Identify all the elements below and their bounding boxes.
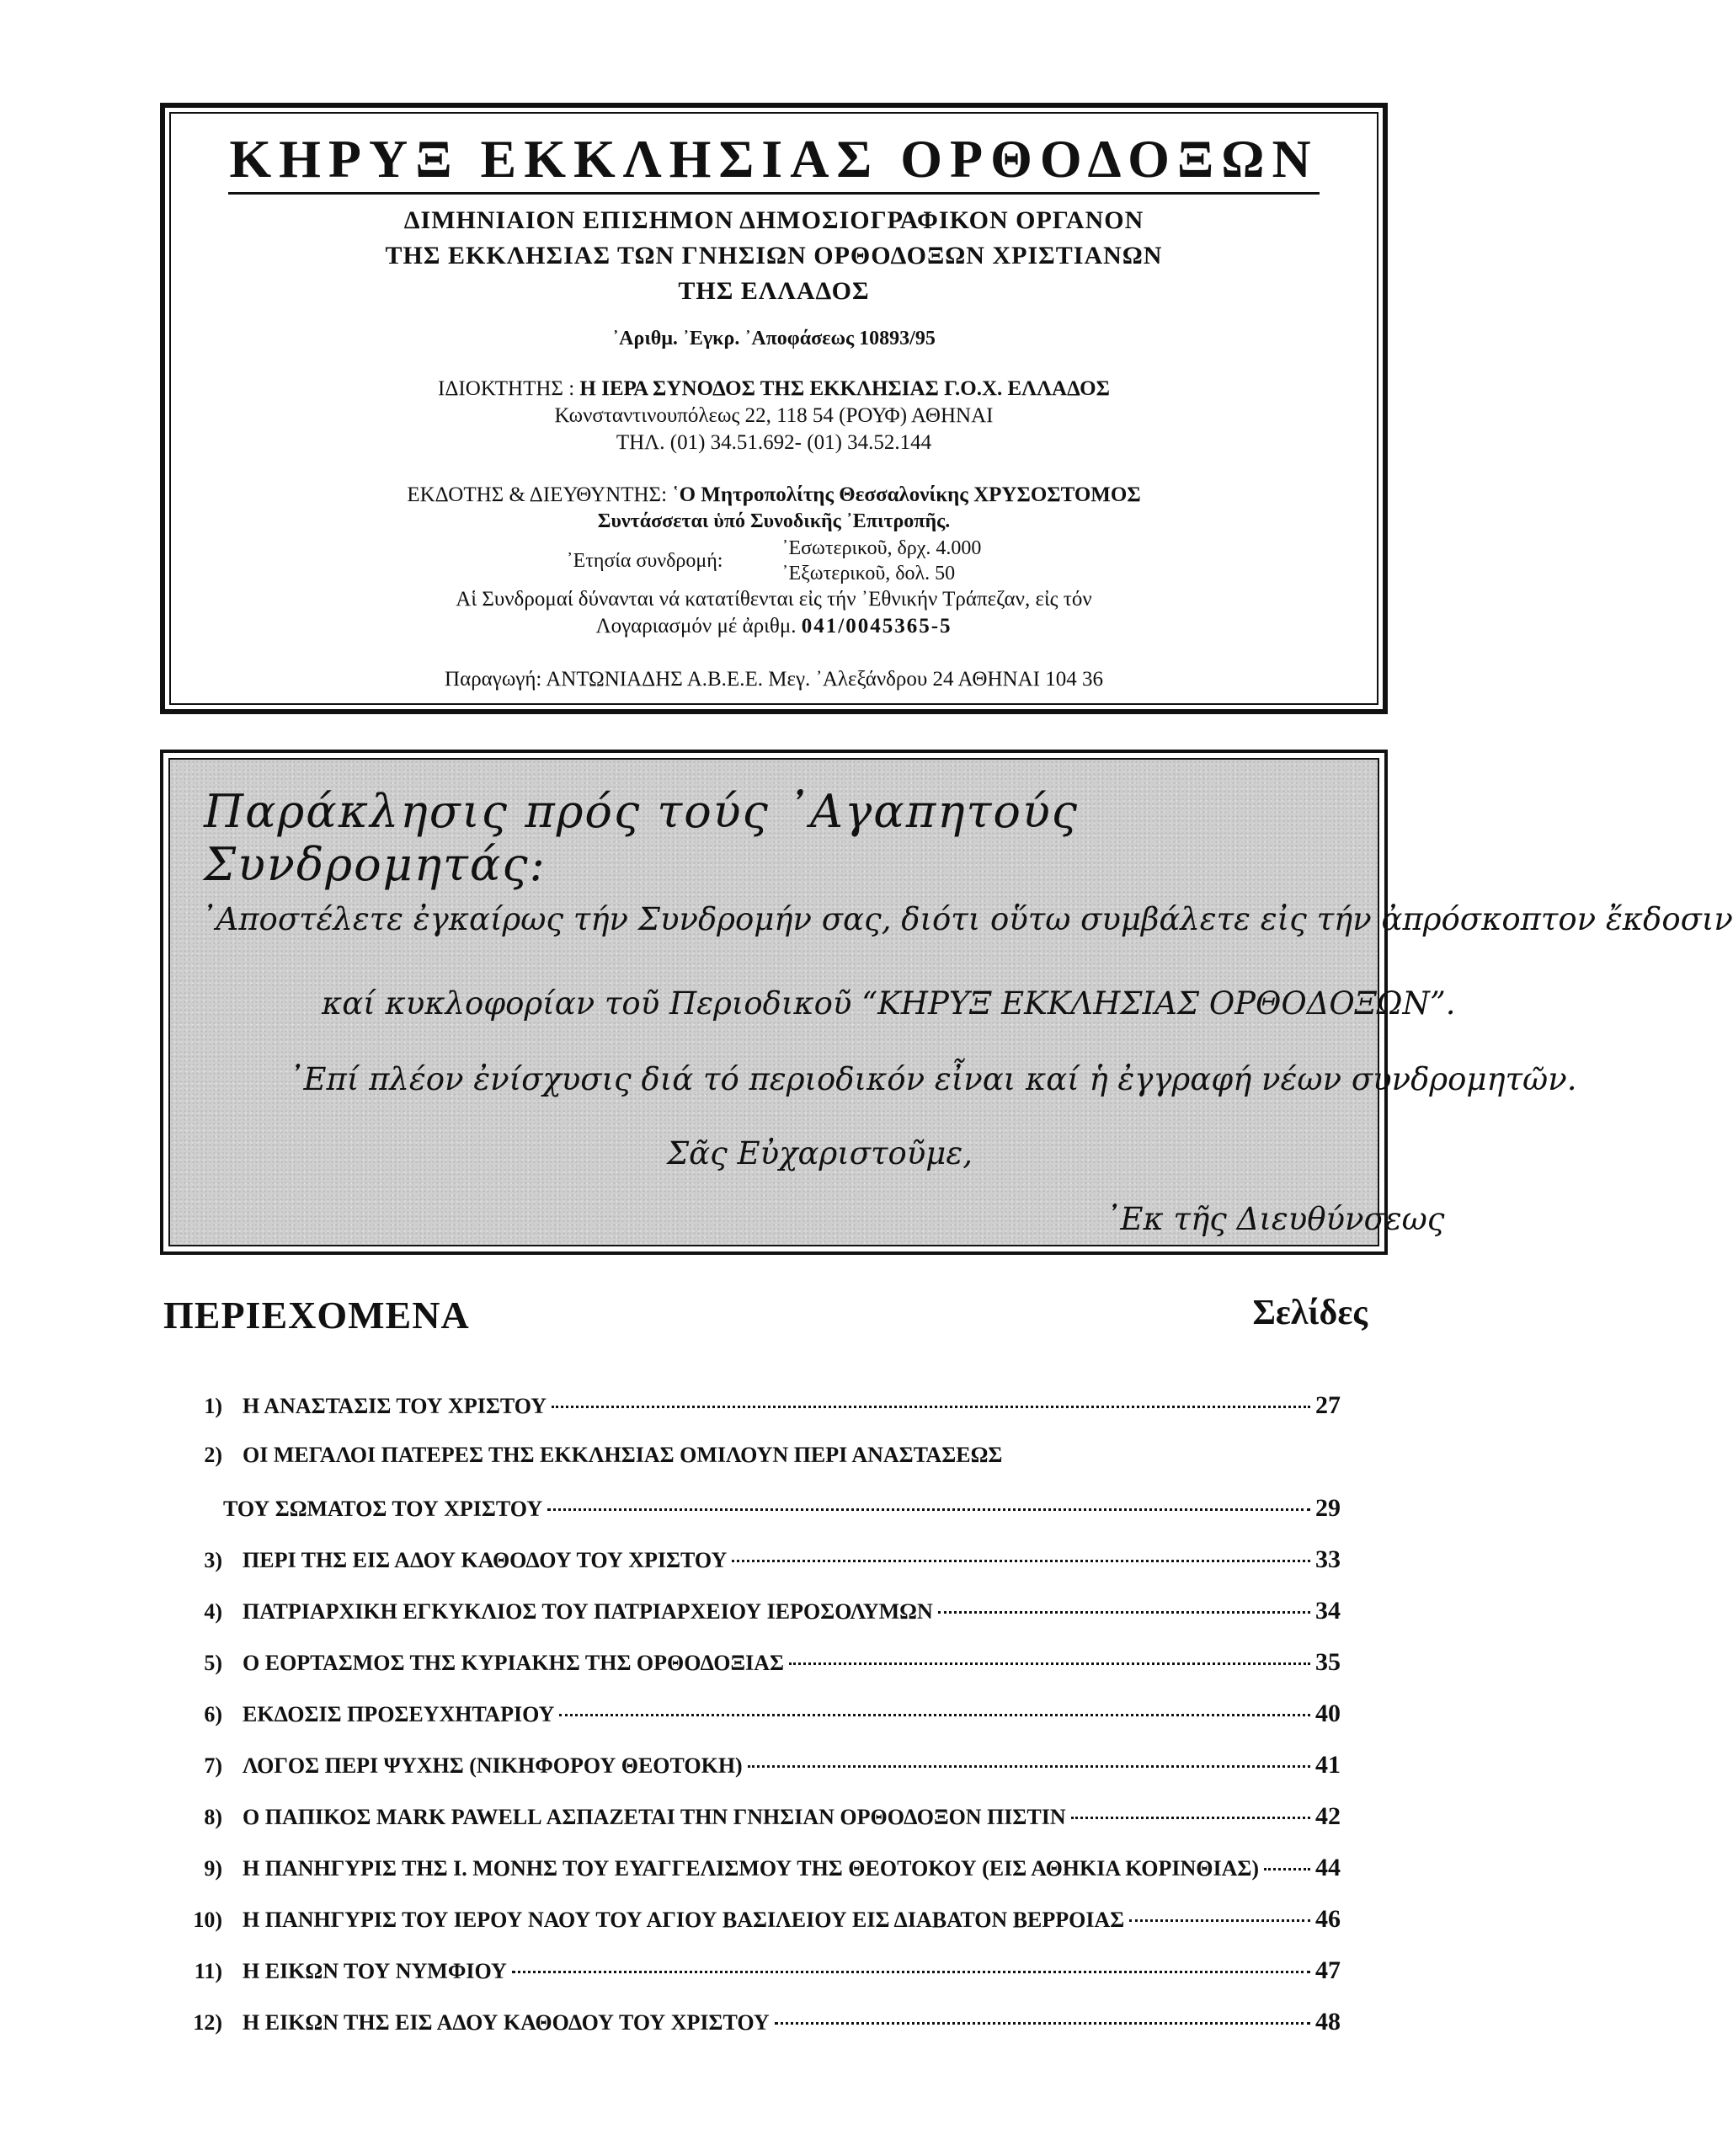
toc-number: 5) <box>204 1651 222 1675</box>
subscriber-notice-box <box>160 750 1733 1255</box>
bank-account-number: 041/0045365-5 <box>801 615 952 638</box>
toc-page: 27 <box>1315 1391 1341 1419</box>
bank-line-1: Αἱ Συνδρομαί δύνανται νά κατατίθενται εἰς τήν ᾿Εθνικήν Τράπεζαν, εἰς τόν <box>456 588 1092 611</box>
toc-page: 42 <box>1315 1802 1341 1830</box>
subtitle-line: ΤΗΣ ΕΚΚΛΗΣΙΑΣ ΤΩΝ ΓΝΗΣΙΩΝ ΟΡΘΟΔΟΞΩΝ ΧΡΙΣΤΙΑΝΩΝ <box>385 242 1163 270</box>
toc-item <box>168 1751 1341 1802</box>
toc-item <box>168 1597 1341 1648</box>
owner-label: ΙΔΙΟΚΤΗΤΗΣ : <box>438 377 575 401</box>
notice-heading: Παράκλησις πρός τούς ᾿Αγαπητούς Συνδρομητάς: <box>204 785 1080 891</box>
owner-value: Η ΙΕΡΑ ΣΥΝΟΔΟΣ ΤΗΣ ΕΚΚΛΗΣΙΑΣ Γ.Ο.Χ. ΕΛΛΑΔΟΣ <box>579 377 1110 401</box>
subscription-foreign: ᾿Εξωτερικοῦ, δολ. 50 <box>781 563 956 585</box>
toc-title-continued: ΤΟΥ ΣΩΜΑΤΟΣ ΤΟΥ ΧΡΙΣΤΟΥ <box>223 1497 543 1521</box>
toc-title: ΛΟΓΟΣ ΠΕΡΙ ΨΥΧΗΣ (ΝΙΚΗΦΟΡΟΥ ΘΕΟΤΟΚΗ) <box>243 1753 743 1778</box>
toc-page: 29 <box>1315 1494 1341 1522</box>
table-of-contents <box>168 1391 1341 2059</box>
toc-number: 6) <box>204 1702 222 1726</box>
toc-title: ΠΕΡΙ ΤΗΣ ΕΙΣ ΑΔΟΥ ΚΑΘΟΔΟΥ ΤΟΥ ΧΡΙΣΤΟΥ <box>243 1548 728 1572</box>
toc-item <box>168 1443 1341 1545</box>
journal-subtitle <box>171 203 1377 309</box>
notice-thanks: Σᾶς Εὐχαριστοῦμε, <box>667 1135 973 1171</box>
owner-line <box>171 376 1377 403</box>
toc-title: ΠΑΤΡΙΑΡΧΙΚΗ ΕΓΚΥΚΛΙΟΣ ΤΟΥ ΠΑΤΡΙΑΡΧΕΙΟΥ ΙΕΡΟΣΟΛΥΜΩΝ <box>243 1599 933 1624</box>
toc-title: Η ΠΑΝΗΓΥΡΙΣ ΤΗΣ Ι. ΜΟΝΗΣ ΤΟΥ ΕΥΑΓΓΕΛΙΣΜΟΥ ΤΗΣ ΘΕΟΤΟΚΟΥ (ΕΙΣ ΑΘΗΚΙΑ ΚΟΡΙΝΘΙΑΣ) <box>243 1856 1260 1881</box>
toc-page: 47 <box>1315 1956 1341 1984</box>
toc-number: 2) <box>204 1443 222 1467</box>
toc-page: 35 <box>1315 1648 1341 1676</box>
masthead-inner-frame <box>169 112 1378 705</box>
bank-prefix: Λογαριασμόν μέ ἀριθμ. <box>595 615 797 638</box>
notice-signature: ᾿Εκ τῆς Διευθύνσεως <box>1105 1201 1445 1237</box>
toc-item <box>168 1648 1341 1700</box>
toc-title: Η ΕΙΚΩΝ ΤΟΥ ΝΥΜΦΙΟΥ <box>243 1959 507 1983</box>
subscription-block <box>171 536 1377 586</box>
publisher-label: ΕΚΔΟΤΗΣ & ΔΙΕΥΘΥΝΤΗΣ: <box>407 483 668 507</box>
toc-leader <box>559 1714 1310 1716</box>
notice-line-1: ᾿Αποστέλετε ἐγκαίρως τήν Συνδρομήν σας, διότι οὕτω συμβάλετε εἰς τήν ἀπρόσκοπτον ἔκδοσιν <box>200 901 1733 937</box>
toc-leader <box>789 1662 1310 1665</box>
address: Κωνσταντινουπόλεως 22, 118 54 (ΡΟΥΦ) ΑΘΗΝΑΙ <box>554 404 994 428</box>
toc-page: 48 <box>1315 2008 1341 2036</box>
subscription-domestic: ᾿Εσωτερικοῦ, δρχ. 4.000 <box>781 537 982 560</box>
toc-number: 9) <box>204 1856 222 1881</box>
journal-title: ΚΗΡΥΞ ΕΚΚΛΗΣΙΑΣ ΟΡΘΟΔΟΞΩΝ <box>228 131 1320 195</box>
toc-number: 1) <box>204 1394 222 1418</box>
production-credit: Παραγωγή: ΑΝΤΩΝΙΑΔΗΣ Α.Β.Ε.Ε. Μεγ. ᾿Αλεξάνδρου 24 ΑΘΗΝΑΙ 104 36 <box>445 668 1103 691</box>
bank-line-2 <box>171 613 1377 640</box>
toc-title: Ο ΕΟΡΤΑΣΜΟΣ ΤΗΣ ΚΥΡΙΑΚΗΣ ΤΗΣ ΟΡΘΟΔΟΞΙΑΣ <box>243 1651 785 1675</box>
toc-page: 40 <box>1315 1700 1341 1727</box>
toc-title: Η ΠΑΝΗΓΥΡΙΣ ΤΟΥ ΙΕΡΟΥ ΝΑΟΥ ΤΟΥ ΑΓΙΟΥ ΒΑΣΙΛΕΙΟΥ ΕΙΣ ΔΙΑΒΑΤΟΝ ΒΕΡΡΟΙΑΣ <box>243 1908 1125 1932</box>
toc-leader <box>748 1765 1310 1768</box>
toc-item <box>168 1854 1341 1905</box>
publisher-line <box>171 482 1377 509</box>
toc-page: 44 <box>1315 1854 1341 1881</box>
toc-page: 41 <box>1315 1751 1341 1779</box>
toc-leader <box>775 2022 1310 2025</box>
toc-leader <box>552 1406 1310 1408</box>
toc-item <box>168 1905 1341 1956</box>
compiled-by: Συντάσσεται ὑπό Συνοδικῆς ᾿Επιτροπῆς. <box>597 510 951 533</box>
toc-number: 10) <box>193 1908 222 1932</box>
phone: ΤΗΛ. (01) 34.51.692- (01) 34.52.144 <box>616 431 932 455</box>
toc-leader <box>1071 1817 1310 1819</box>
toc-page: 34 <box>1315 1597 1341 1625</box>
toc-title: Ο ΠΑΠΙΚΟΣ MARK PAWELL ΑΣΠΑΖΕΤΑΙ ΤΗΝ ΓΝΗΣΙΑΝ ΟΡΘΟΔΟΞΟΝ ΠΙΣΤΙΝ <box>243 1805 1066 1829</box>
toc-item <box>168 1700 1341 1751</box>
toc-number: 7) <box>204 1753 222 1778</box>
toc-leader <box>1129 1919 1310 1922</box>
toc-item <box>168 2008 1341 2059</box>
toc-leader <box>938 1611 1310 1614</box>
toc-leader <box>732 1560 1310 1562</box>
toc-title: Η ΑΝΑΣΤΑΣΙΣ ΤΟΥ ΧΡΙΣΤΟΥ <box>243 1394 547 1418</box>
pages-heading: Σελίδες <box>1252 1294 1368 1332</box>
toc-title: ΟΙ ΜΕΓΑΛΟΙ ΠΑΤΕΡΕΣ ΤΗΣ ΕΚΚΛΗΣΙΑΣ ΟΜΙΛΟΥΝ ΠΕΡΙ ΑΝΑΣΤΑΣΕΩΣ <box>243 1443 1003 1467</box>
toc-item <box>168 1391 1341 1443</box>
toc-item <box>168 1802 1341 1854</box>
subtitle-line: ΔΙΜΗΝΙΑΙΟΝ ΕΠΙΣΗΜΟΝ ΔΗΜΟΣΙΟΓΡΑΦΙΚΟΝ ΟΡΓΑΝΟΝ <box>403 206 1144 235</box>
notice-inner-frame <box>168 758 1733 1246</box>
notice-line-2: καί κυκλοφορίαν τοῦ Περιοδικοῦ “ΚΗΡΥΞ ΕΚΚΛΗΣΙΑΣ ΟΡΘΟΔΟΞΩΝ”. <box>322 985 1456 1022</box>
toc-title: ΕΚΔΟΣΙΣ ΠΡΟΣΕΥΧΗΤΑΡΙΟΥ <box>243 1702 555 1726</box>
toc-number: 11) <box>194 1959 222 1983</box>
toc-leader <box>1264 1868 1310 1870</box>
toc-number: 3) <box>204 1548 222 1572</box>
subscription-label: ᾿Ετησία συνδρομή: <box>566 550 723 573</box>
contents-heading: ΠΕΡΙΕΧΟΜΕΝΑ <box>163 1294 470 1337</box>
toc-page: 46 <box>1315 1905 1341 1933</box>
notice-line-3: ᾿Επί πλέον ἐνίσχυσις διά τό περιοδικόν εἶναι καί ἡ ἐγγραφή νέων συνδρομητῶν. <box>288 1061 1577 1097</box>
toc-item <box>168 1956 1341 2008</box>
toc-number: 12) <box>193 2010 222 2035</box>
toc-page: 33 <box>1315 1545 1341 1573</box>
toc-leader <box>512 1971 1310 1973</box>
masthead-box <box>160 103 1388 714</box>
toc-number: 4) <box>204 1599 222 1624</box>
registration-number: ᾿Αριθμ. ᾿Εγκρ. ᾿Αποφάσεως 10893/95 <box>612 328 936 350</box>
subtitle-line: ΤΗΣ ΕΛΛΑΔΟΣ <box>678 277 870 306</box>
toc-title: Η ΕΙΚΩΝ ΤΗΣ ΕΙΣ ΑΔΟΥ ΚΑΘΟΔΟΥ ΤΟΥ ΧΡΙΣΤΟΥ <box>243 2010 770 2035</box>
toc-item <box>168 1545 1341 1597</box>
publisher-value: ῾Ο Μητροπολίτης Θεσσαλονίκης ΧΡΥΣΟΣΤΟΜΟΣ <box>672 483 1141 507</box>
subscription-prices <box>781 536 981 586</box>
toc-number: 8) <box>204 1805 222 1829</box>
toc-leader <box>547 1508 1310 1511</box>
